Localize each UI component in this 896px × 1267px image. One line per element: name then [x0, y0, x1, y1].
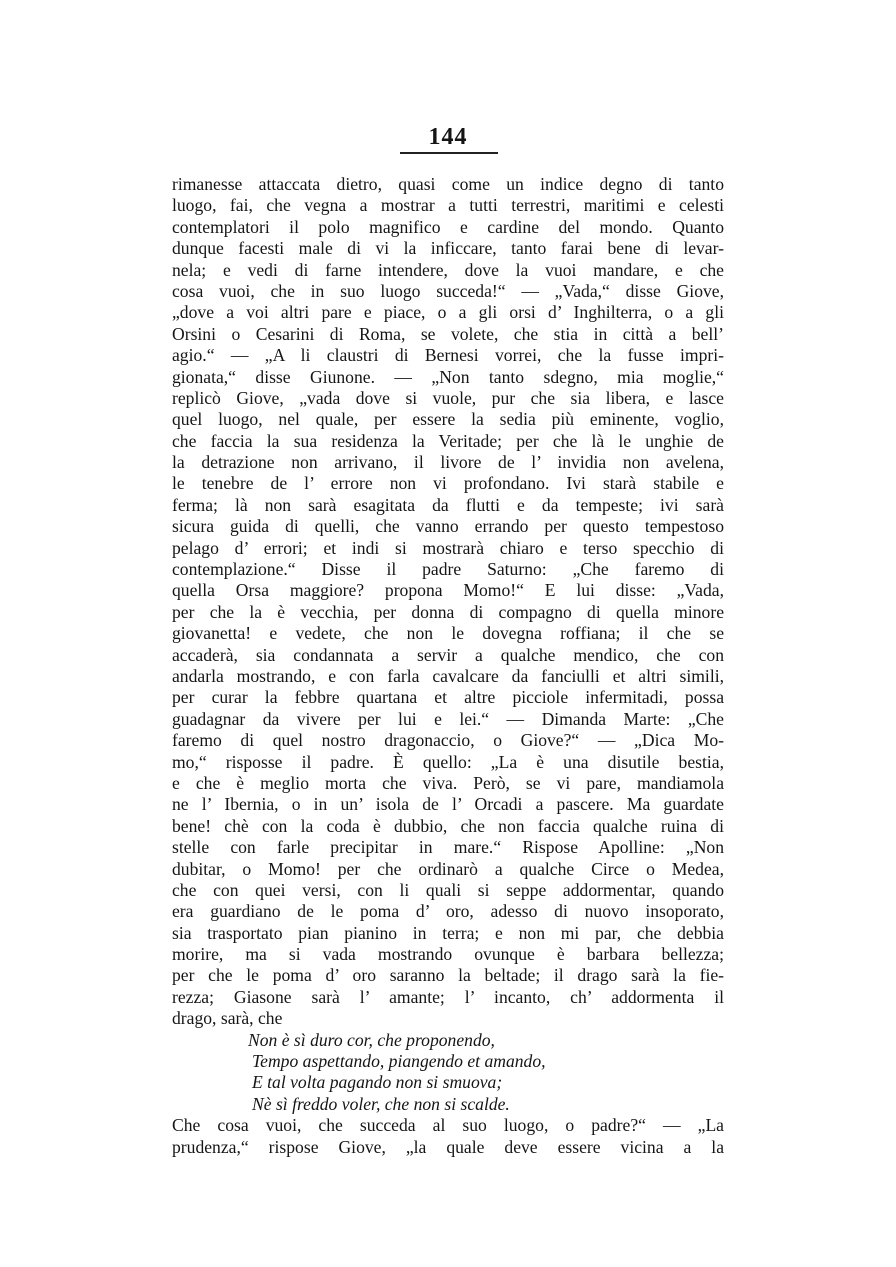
- text-line: che con quei versi, con li quali si seppe addormentar, quando: [172, 879, 724, 900]
- closing-paragraph: [172, 1115, 724, 1158]
- text-line: accaderà, sia condannata a servir a qualche mendico, che con: [172, 644, 724, 665]
- body-text: [172, 174, 724, 1158]
- text-line: ne l’ Ibernia, o in un’ isola de l’ Orcadi a pascere. Ma guardate: [172, 794, 724, 815]
- text-line: dubitar, o Momo! per che ordinarò a qualche Circe o Medea,: [172, 858, 724, 879]
- text-line: contemplazione.“ Disse il padre Saturno: „Che faremo di: [172, 559, 724, 580]
- text-line: luogo, fai, che vegna a mostrar a tutti terrestri, maritimi e celesti: [172, 195, 724, 216]
- text-line: contemplatori il polo magnifico e cardine del mondo. Quanto: [172, 216, 724, 237]
- verse-line: Tempo aspettando, piangendo et amando,: [252, 1051, 546, 1072]
- text-line: quel luogo, nel quale, per essere la sedia più eminente, voglio,: [172, 409, 724, 430]
- text-line: mo,“ risposse il padre. È quello: „La è una disutile bestia,: [172, 751, 724, 772]
- text-line: per che le poma d’ oro saranno la beltade; il drago sarà la fie-: [172, 965, 724, 986]
- text-line: che faccia la sua residenza la Veritade; per che là le unghie de: [172, 430, 724, 451]
- text-line: Che cosa vuoi, che succeda al suo luogo, o padre?“ — „La: [172, 1115, 724, 1136]
- verse-line: Nè sì freddo voler, che non si scalde.: [252, 1093, 510, 1114]
- text-line: la detrazione non arrivano, il livore de l’ invidia non avelena,: [172, 452, 724, 473]
- text-line: „dove a voi altri pare e piace, o a gli orsi d’ Inghilterra, o a gli: [172, 302, 724, 323]
- text-line: morire, ma si vada mostrando ovunque è barbara bellezza;: [172, 944, 724, 965]
- text-line: stelle con farle precipitar in mare.“ Rispose Apolline: „Non: [172, 837, 724, 858]
- text-line: ferma; là non sarà esagitata da flutti e da tempeste; ivi sarà: [172, 494, 724, 515]
- text-line: quella Orsa maggiore? propona Momo!“ E lui disse: „Vada,: [172, 580, 724, 601]
- text-line: agio.“ — „A li claustri di Bernesi vorrei, che la fusse impri-: [172, 345, 724, 366]
- text-line: rezza; Giasone sarà l’ amante; l’ incanto, ch’ addormenta il: [172, 986, 724, 1007]
- text-line: replicò Giove, „vada dove si vuole, pur che sia libera, e lasce: [172, 387, 724, 408]
- text-line: pelago d’ errori; et indi si mostrarà chiaro e terso specchio di: [172, 537, 724, 558]
- text-line: per che la è vecchia, per donna di compagno di quella minore: [172, 601, 724, 622]
- text-line: era guardiano de le poma d’ oro, adesso di nuovo insoporato,: [172, 901, 724, 922]
- text-line: Orsini o Cesarini di Roma, se volete, che stia in città a bell’: [172, 323, 724, 344]
- text-line: rimanesse attaccata dietro, quasi come un indice degno di tanto: [172, 174, 724, 194]
- text-line: bene! chè con la coda è dubbio, che non faccia qualche ruina di: [172, 815, 724, 836]
- text-line: guadagnar da vivere per lui e lei.“ — Dimanda Marte: „Che: [172, 708, 724, 729]
- prose-paragraph: [172, 174, 724, 1030]
- verse-quotation: [172, 1030, 724, 1116]
- text-line: faremo di quel nostro dragonaccio, o Giove?“ — „Dica Mo-: [172, 730, 724, 751]
- text-line: gionata,“ disse Giunone. — „Non tanto sdegno, mia moglie,“: [172, 366, 724, 387]
- page-number: 144: [428, 124, 468, 150]
- text-line: andarla mostrando, e con farla cavalcare da fanciulli et altri simili,: [172, 665, 724, 686]
- text-line: per curar la febbre quartana et altre picciole infermitadi, possa: [172, 687, 724, 708]
- verse-line: E tal volta pagando non si smuova;: [252, 1072, 503, 1093]
- text-line: drago, sarà, che: [172, 1008, 283, 1029]
- text-line: prudenza,“ rispose Giove, „la quale deve essere vicina a la: [172, 1136, 724, 1157]
- text-line: le tenebre de l’ errore non vi profondano. Ivi starà stabile e: [172, 473, 724, 494]
- text-line: e che è meglio morta che viva. Però, se vi pare, mandiamola: [172, 772, 724, 793]
- text-line: sicura guida di quelli, che vanno errando per questo tempestoso: [172, 516, 724, 537]
- text-line: nela; e vedi di farne intendere, dove la vuoi mandare, e che: [172, 259, 724, 280]
- text-line: sia trasportato pian pianino in terra; e non mi par, che debbia: [172, 922, 724, 943]
- verse-line: Non è sì duro cor, che proponendo,: [248, 1029, 495, 1050]
- text-line: dunque facesti male di vi la inficcare, tanto farai bene di levar-: [172, 238, 724, 259]
- text-line: giovanetta! e vedete, che non le dovegna roffiana; il che se: [172, 623, 724, 644]
- header-rule: [400, 152, 498, 154]
- text-line: cosa vuoi, che in suo luogo succeda!“ — „Vada,“ disse Giove,: [172, 280, 724, 301]
